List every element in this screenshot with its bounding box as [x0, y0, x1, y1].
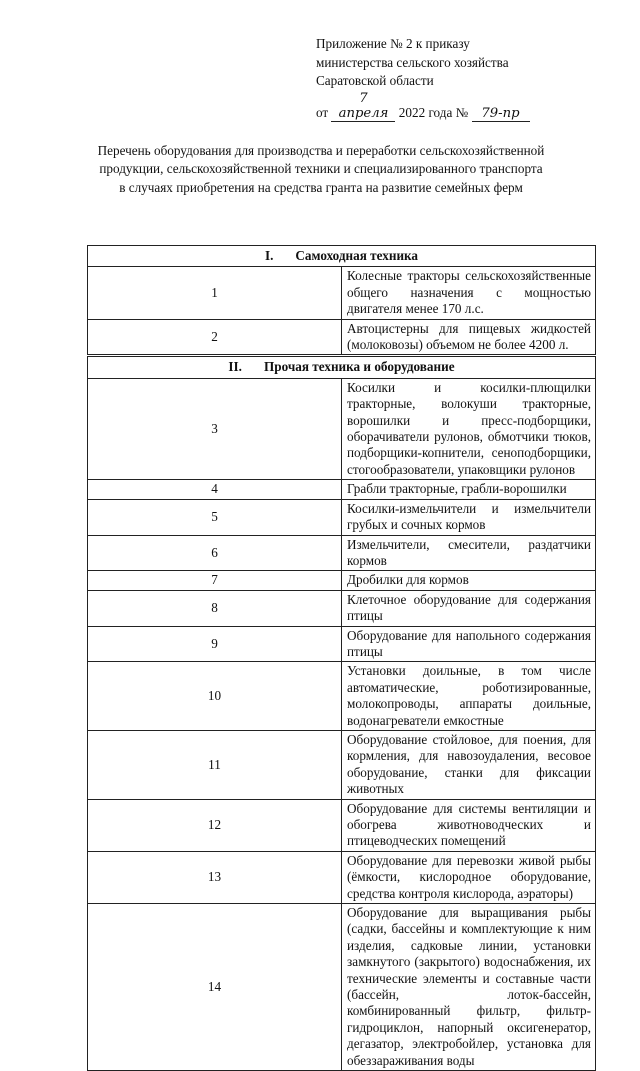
section-title: Прочая техника и оборудование	[263, 359, 455, 375]
row-number: 4	[88, 480, 342, 499]
table-row	[88, 267, 596, 319]
row-number: 8	[88, 590, 342, 626]
section-heading	[88, 356, 596, 378]
table-row	[88, 378, 596, 479]
row-number: 3	[88, 378, 342, 479]
appendix-line-3: Саратовской области	[316, 73, 434, 88]
table-row	[88, 571, 596, 590]
equipment-table	[87, 245, 596, 1071]
section-heading-row	[88, 356, 596, 378]
document-title: Перечень оборудования для производства и переработки сельскохозяйственной продукции, сельскохозяйственной техники и специализированного транспорта в случаях приобретения на средства гранта на развитие семейных ферм	[97, 143, 545, 195]
row-number: 6	[88, 535, 342, 571]
row-number: 13	[88, 851, 342, 903]
appendix-year: 2022 года №	[398, 104, 469, 120]
row-description: Косилки и косилки-плющилки тракторные, волокуши тракторные, ворошилки и пресс-подборщики, оборачиватели рулонов, обмотчики тюков, подборщики-копнители, сеноподборщики, стогообразователи, упаковщики рулонов	[342, 378, 596, 479]
row-description: Оборудование для выращивания рыбы (садки, бассейны и комплектующие к ним изделия, садковые линии, установки замкнутого (закрытого) водоснабжения, их технические элементы и составные части (бассейн, лоток-бассейн, комбинированный фильтр, фильтр-гидроциклон, напорный оксигенератор, дегазатор, электробойлер, установка для обеззараживания воды	[342, 904, 596, 1071]
section-roman-numeral: II.	[228, 359, 242, 375]
row-description: Оборудование стойловое, для поения, для кормления, для навозоудаления, весовое оборудование, станки для фиксации животных	[342, 730, 596, 799]
row-description: Установки доильные, в том числе автоматические, роботизированные, молокопроводы, аппараты доильные, водонагреватели емкостные	[342, 662, 596, 731]
appendix-line-2: министерства сельского хозяйства	[316, 54, 509, 70]
table-row	[88, 662, 596, 731]
table-row	[88, 590, 596, 626]
appendix-header	[316, 35, 530, 122]
row-number: 12	[88, 799, 342, 851]
row-description: Грабли тракторные, грабли-ворошилки	[342, 480, 596, 499]
row-number: 1	[88, 267, 342, 319]
table-row	[88, 319, 596, 356]
table-row	[88, 535, 596, 571]
row-description: Измельчители, смесители, раздатчики кормов	[342, 535, 596, 571]
row-number: 7	[88, 571, 342, 590]
row-description: Автоцистерны для пищевых жидкостей (молоковозы) объемом не более 4200 л.	[342, 319, 596, 356]
appendix-prefix: от	[316, 104, 329, 120]
appendix-date-line	[316, 91, 530, 123]
table-row	[88, 799, 596, 851]
row-number: 14	[88, 904, 342, 1071]
table-row	[88, 730, 596, 799]
section-heading	[88, 246, 596, 267]
appendix-line-1: Приложение № 2 к приказу	[316, 36, 470, 51]
handwritten-order-number: 79-пр	[472, 106, 530, 122]
row-number: 10	[88, 662, 342, 731]
row-number: 2	[88, 319, 342, 356]
row-description: Оборудование для системы вентиляции и обогрева животноводческих и птицеводческих помещений	[342, 799, 596, 851]
table-row	[88, 480, 596, 499]
table-row	[88, 499, 596, 535]
row-description: Оборудование для напольного содержания птицы	[342, 626, 596, 662]
row-description: Дробилки для кормов	[342, 571, 596, 590]
table-row	[88, 904, 596, 1071]
row-description: Колесные тракторы сельскохозяйственные общего назначения с мощностью двигателя менее 170 л.с.	[342, 267, 596, 319]
section-title: Самоходная техника	[295, 248, 419, 263]
table-row	[88, 626, 596, 662]
handwritten-date: 7 апреля	[331, 91, 395, 122]
row-number: 11	[88, 730, 342, 799]
row-number: 5	[88, 499, 342, 535]
row-description: Косилки-измельчители и измельчители грубых и сочных кормов	[342, 499, 596, 535]
row-number: 9	[88, 626, 342, 662]
section-roman-numeral: I.	[264, 248, 274, 263]
equipment-table-body	[88, 246, 596, 1071]
section-heading-row	[88, 246, 596, 267]
row-description: Клеточное оборудование для содержания птицы	[342, 590, 596, 626]
table-row	[88, 851, 596, 903]
row-description: Оборудование для перевозки живой рыбы (ёмкости, кислородное оборудование, средства контроля кислорода, аэраторы)	[342, 851, 596, 903]
